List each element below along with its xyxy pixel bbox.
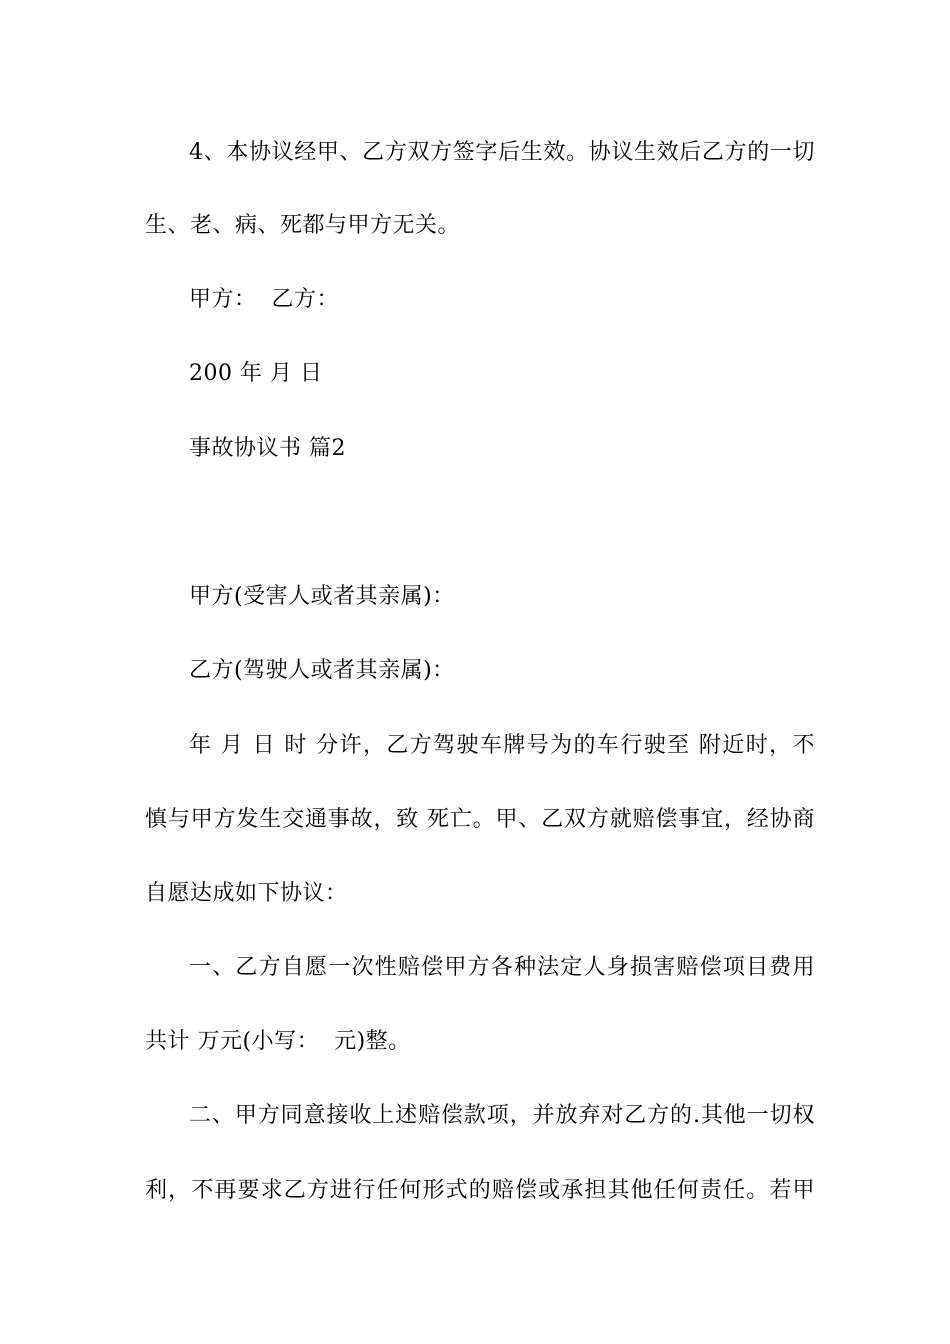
incident-line-1: 年 月 日 时 分许，乙方驾驶车牌号为的车行驶至 附近时，不: [189, 733, 815, 758]
incident-line-2: 慎与甲方发生交通事故，致 死亡。甲、乙双方就赔偿事宜，经协商: [145, 807, 815, 832]
party-b-field: 乙方(驾驶人或者其亲属)：: [189, 658, 455, 683]
clause-1-line-1: 一、乙方自愿一次性赔偿甲方各种法定人身损害赔偿项目费用: [189, 955, 815, 980]
clause-1-line-2: 共计 万元(小写： 元)整。: [145, 1029, 411, 1054]
paragraph-4-line-2: 生、老、病、死都与甲方无关。: [145, 213, 461, 238]
paragraph-4-line-1: 4、本协议经甲、乙方双方签字后生效。协议生效后乙方的一切: [189, 140, 815, 165]
incident-line-3: 自愿达成如下协议：: [145, 881, 348, 906]
clause-2-line-2: 利，不再要求乙方进行任何形式的赔偿或承担其他任何责任。若甲: [145, 1178, 815, 1203]
section-title: 事故协议书 篇2: [189, 436, 346, 461]
signature-parties: 甲方： 乙方：: [189, 287, 339, 312]
party-a-field: 甲方(受害人或者其亲属)：: [189, 584, 455, 609]
signature-date: 200 年 月 日: [189, 361, 323, 386]
clause-2-line-1: 二、甲方同意接收上述赔偿款项，并放弃对乙方的.其他一切权: [189, 1103, 815, 1128]
